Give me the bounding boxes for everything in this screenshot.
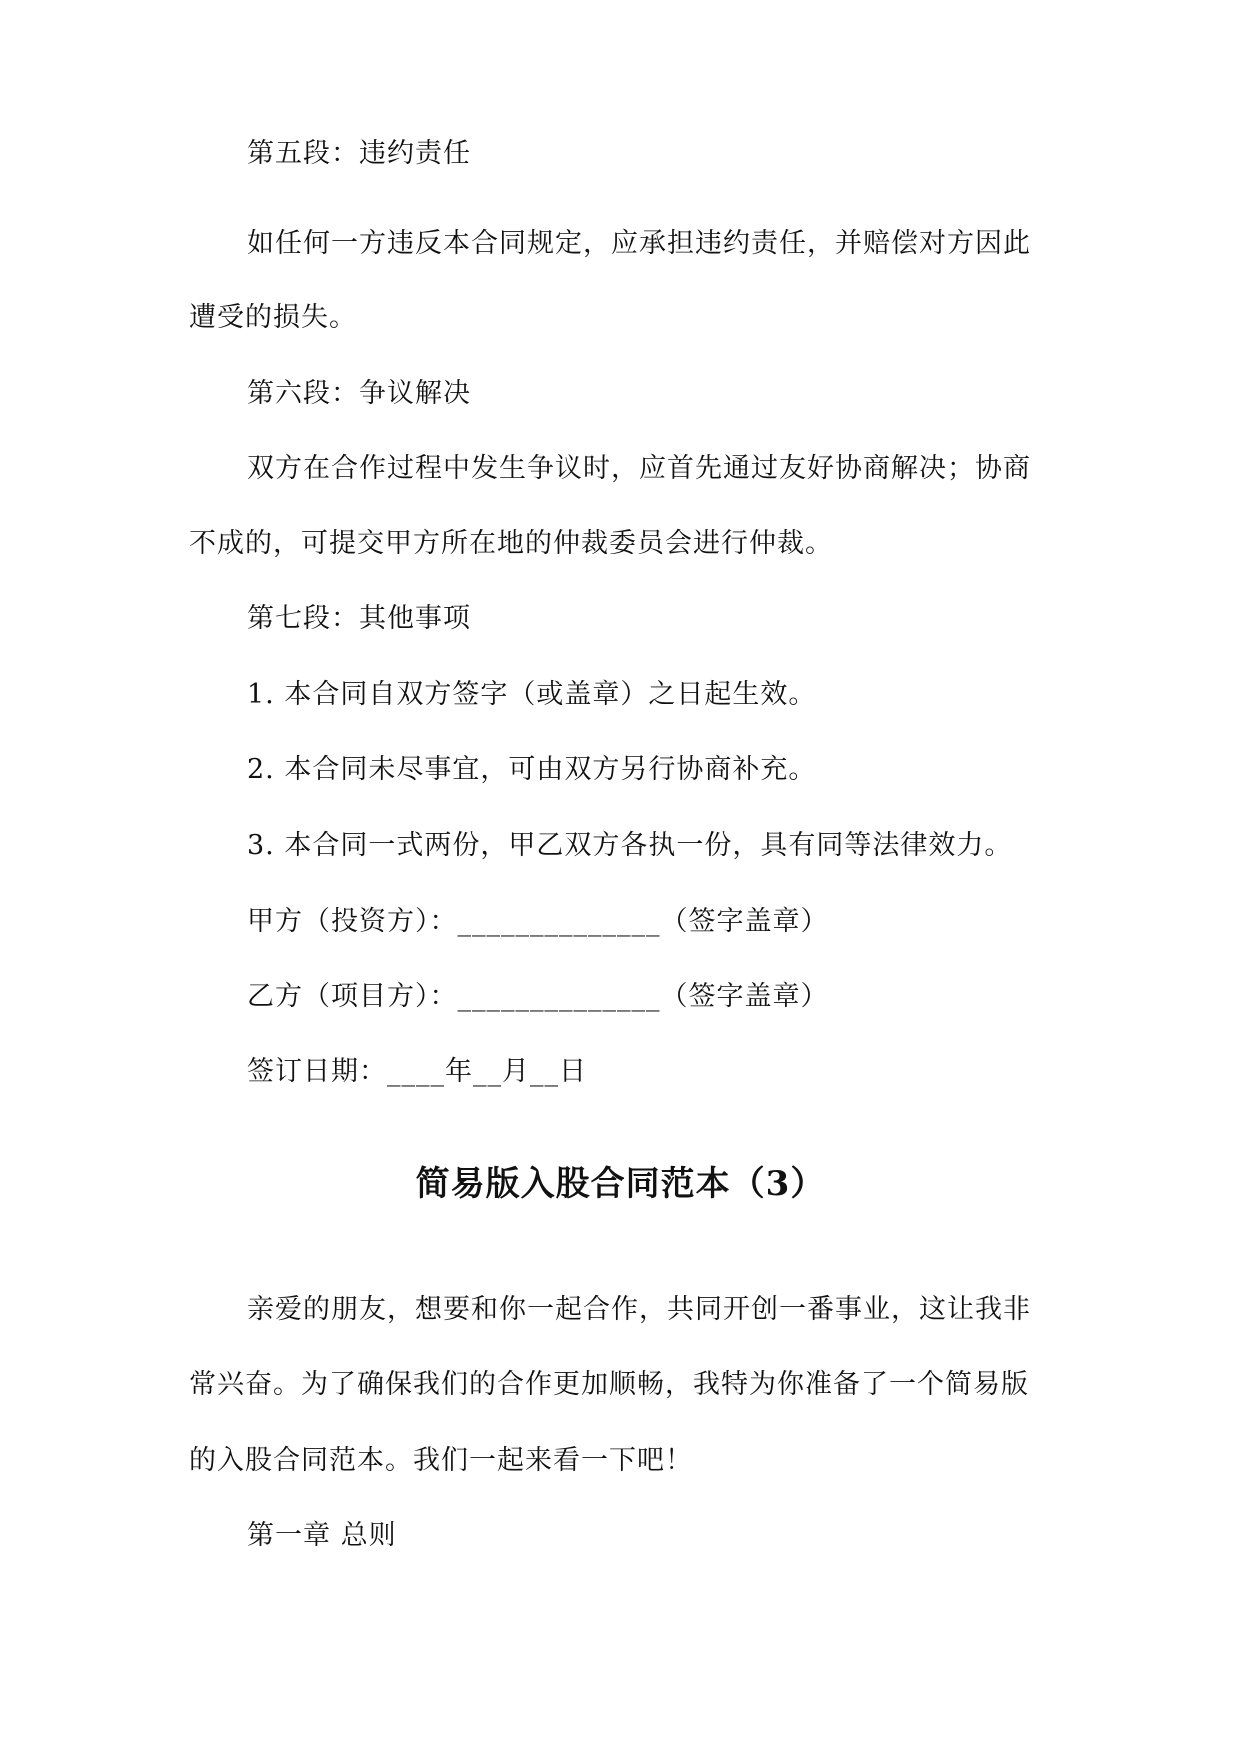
contract3-intro-line2: 常兴奋。为了确保我们的合作更加顺畅，我特为你准备了一个简易版 (189, 1369, 1029, 1400)
section6-paragraph-line2: 不成的，可提交甲方所在地的仲裁委员会进行仲裁。 (189, 528, 833, 559)
signing-date-line: 签订日期：____年__月__日 (247, 1056, 587, 1087)
contract3-intro-line3: 的入股合同范本。我们一起来看一下吧！ (189, 1445, 693, 1476)
section7-item-2: 2. 本合同未尽事宜，可由双方另行协商补充。 (247, 754, 817, 785)
section7-heading: 第七段：其他事项 (247, 603, 471, 634)
section6-paragraph-line1: 双方在合作过程中发生争议时，应首先通过友好协商解决；协商 (247, 453, 1031, 484)
section7-item-1: 1. 本合同自双方签字（或盖章）之日起生效。 (247, 679, 817, 710)
chapter1-heading: 第一章 总则 (247, 1520, 397, 1551)
section5-heading: 第五段：违约责任 (247, 138, 471, 169)
party-a-signature-line: 甲方（投资方）：______________（签字盖章） (247, 906, 829, 937)
section5-paragraph-line1: 如任何一方违反本合同规定，应承担违约责任，并赔偿对方因此 (247, 228, 1031, 259)
section5-paragraph-line2: 遭受的损失。 (189, 302, 357, 333)
section6-heading: 第六段：争议解决 (247, 378, 471, 409)
contract3-title: 简易版入股合同范本（3） (415, 1164, 826, 1204)
party-b-signature-line: 乙方（项目方）：______________（签字盖章） (247, 981, 829, 1012)
contract3-intro-line1: 亲爱的朋友，想要和你一起合作，共同开创一番事业，这让我非 (247, 1294, 1031, 1325)
section7-item-3: 3. 本合同一式两份，甲乙双方各执一份，具有同等法律效力。 (247, 830, 1013, 861)
